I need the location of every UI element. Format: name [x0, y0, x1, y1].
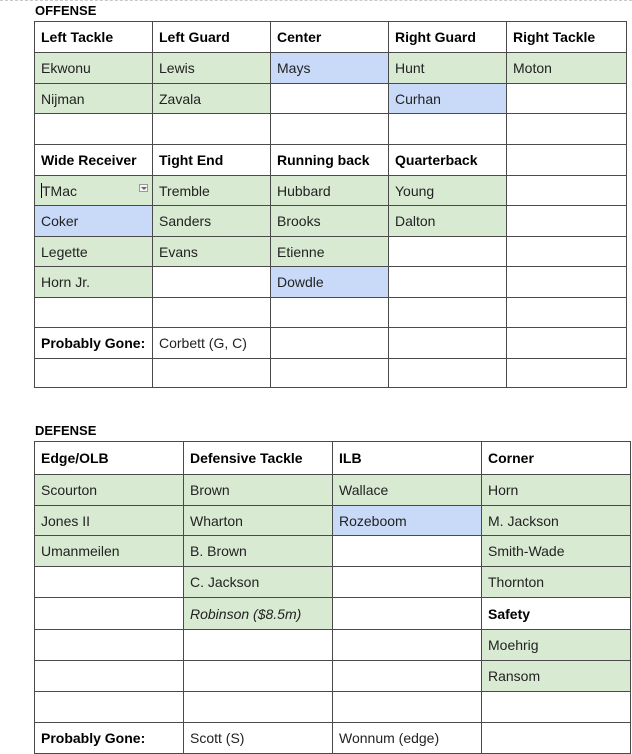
cell[interactable]: Young: [389, 176, 507, 206]
cell[interactable]: Etienne: [271, 237, 389, 267]
cell[interactable]: [35, 598, 184, 630]
cell[interactable]: [271, 359, 389, 388]
cell[interactable]: Corbett (G, C): [153, 328, 271, 359]
cell[interactable]: [333, 536, 482, 567]
cell-text: TMac: [42, 182, 77, 199]
cell[interactable]: [482, 723, 631, 754]
cell[interactable]: Hubbard: [271, 176, 389, 206]
cell[interactable]: [333, 567, 482, 598]
cell[interactable]: Dalton: [389, 206, 507, 237]
cell[interactable]: Moton: [507, 53, 627, 84]
cell[interactable]: [389, 267, 507, 298]
cell[interactable]: [333, 598, 482, 630]
cell[interactable]: [153, 359, 271, 388]
cell[interactable]: [507, 237, 627, 267]
cell[interactable]: [184, 630, 333, 661]
cell[interactable]: Robinson ($8.5m): [184, 598, 333, 630]
cell[interactable]: Tremble: [153, 176, 271, 206]
header-left-guard[interactable]: Left Guard: [153, 22, 271, 53]
cell[interactable]: Mays: [271, 53, 389, 84]
cell[interactable]: [271, 328, 389, 359]
header-defensive-tackle[interactable]: Defensive Tackle: [184, 442, 333, 475]
cell[interactable]: [482, 692, 631, 723]
cell[interactable]: Evans: [153, 237, 271, 267]
cell[interactable]: [184, 692, 333, 723]
header-running-back[interactable]: Running back: [271, 145, 389, 176]
cell[interactable]: [507, 114, 627, 145]
cell[interactable]: B. Brown: [184, 536, 333, 567]
cell[interactable]: [153, 267, 271, 298]
cell[interactable]: Jones II: [35, 506, 184, 536]
cell[interactable]: Ransom: [482, 661, 631, 692]
cell[interactable]: [35, 114, 153, 145]
cell[interactable]: [507, 84, 627, 114]
dropdown-arrow-icon[interactable]: [139, 184, 148, 192]
cell[interactable]: [507, 328, 627, 359]
cell[interactable]: Umanmeilen: [35, 536, 184, 567]
offense-title: OFFENSE: [35, 3, 97, 18]
defense-table: [34, 441, 631, 754]
cell[interactable]: [153, 114, 271, 145]
cell[interactable]: [271, 84, 389, 114]
header-quarterback[interactable]: Quarterback: [389, 145, 507, 176]
cell[interactable]: Rozeboom: [333, 506, 482, 536]
cell[interactable]: [333, 630, 482, 661]
cell[interactable]: Nijman: [35, 84, 153, 114]
header-right-tackle[interactable]: Right Tackle: [507, 22, 627, 53]
cell[interactable]: [35, 661, 184, 692]
cell[interactable]: [35, 692, 184, 723]
cell[interactable]: [271, 114, 389, 145]
cell[interactable]: Moehrig: [482, 630, 631, 661]
cell[interactable]: [507, 145, 627, 176]
cell[interactable]: [333, 692, 482, 723]
cell[interactable]: Wharton: [184, 506, 333, 536]
cell[interactable]: Legette: [35, 237, 153, 267]
cell[interactable]: Scott (S): [184, 723, 333, 754]
header-corner[interactable]: Corner: [482, 442, 631, 475]
cell[interactable]: [389, 328, 507, 359]
cell[interactable]: Wonnum (edge): [333, 723, 482, 754]
cell[interactable]: Horn Jr.: [35, 267, 153, 298]
cell[interactable]: [35, 567, 184, 598]
cell[interactable]: [333, 661, 482, 692]
cell[interactable]: Coker: [35, 206, 153, 237]
header-left-tackle[interactable]: Left Tackle: [35, 22, 153, 53]
cell[interactable]: Brown: [184, 475, 333, 506]
cell[interactable]: [271, 298, 389, 328]
cell[interactable]: Curhan: [389, 84, 507, 114]
cell[interactable]: Horn: [482, 475, 631, 506]
cell[interactable]: Brooks: [271, 206, 389, 237]
cell[interactable]: Lewis: [153, 53, 271, 84]
cell[interactable]: Thornton: [482, 567, 631, 598]
cell[interactable]: [507, 267, 627, 298]
selected-cell[interactable]: [35, 176, 153, 206]
cell[interactable]: [389, 237, 507, 267]
probably-gone-label[interactable]: Probably Gone:: [35, 723, 184, 754]
header-wide-receiver[interactable]: Wide Receiver: [35, 145, 153, 176]
header-edge-olb[interactable]: Edge/OLB: [35, 442, 184, 475]
cell[interactable]: [153, 298, 271, 328]
probably-gone-label[interactable]: Probably Gone:: [35, 328, 153, 359]
cell[interactable]: [35, 359, 153, 388]
cell[interactable]: [184, 661, 333, 692]
cell[interactable]: [507, 176, 627, 206]
header-center[interactable]: Center: [271, 22, 389, 53]
defense-title: DEFENSE: [35, 423, 97, 438]
cell[interactable]: M. Jackson: [482, 506, 631, 536]
cell[interactable]: Ekwonu: [35, 53, 153, 84]
cell[interactable]: Smith-Wade: [482, 536, 631, 567]
cell[interactable]: [389, 114, 507, 145]
cell[interactable]: [389, 298, 507, 328]
header-safety[interactable]: Safety: [482, 598, 631, 630]
offense-table: [34, 21, 627, 388]
cell[interactable]: [507, 298, 627, 328]
header-tight-end[interactable]: Tight End: [153, 145, 271, 176]
header-ilb[interactable]: ILB: [333, 442, 482, 475]
cell[interactable]: [507, 206, 627, 237]
cell[interactable]: [35, 630, 184, 661]
cell[interactable]: Wallace: [333, 475, 482, 506]
cell[interactable]: [35, 298, 153, 328]
cell[interactable]: Hunt: [389, 53, 507, 84]
cell[interactable]: Zavala: [153, 84, 271, 114]
cell[interactable]: C. Jackson: [184, 567, 333, 598]
cell[interactable]: Scourton: [35, 475, 184, 506]
cell[interactable]: [389, 359, 507, 388]
cell[interactable]: Dowdle: [271, 267, 389, 298]
cell[interactable]: Sanders: [153, 206, 271, 237]
cell[interactable]: [507, 359, 627, 388]
header-right-guard[interactable]: Right Guard: [389, 22, 507, 53]
